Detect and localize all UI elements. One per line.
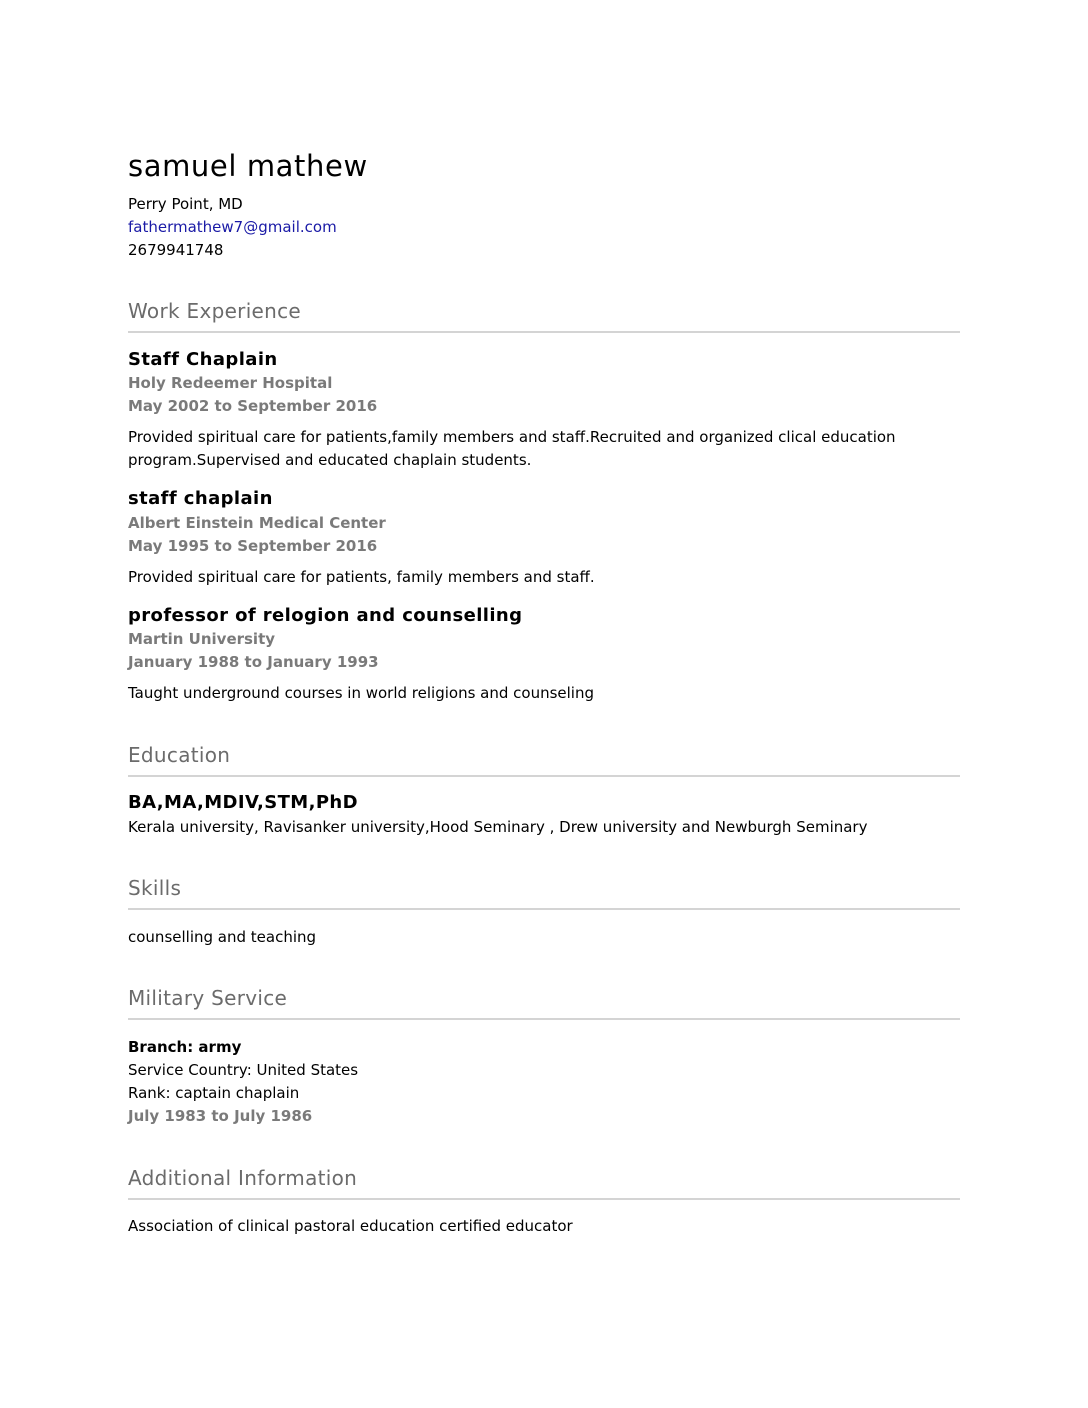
section-divider: [128, 1198, 960, 1200]
job-employer: Albert Einstein Medical Center: [128, 514, 386, 532]
military-rank: Rank: captain chaplain: [128, 1084, 300, 1102]
candidate-name: samuel mathew: [128, 149, 368, 183]
location: Perry Point, MD: [128, 195, 243, 213]
work-experience-heading: Work Experience: [128, 299, 302, 323]
additional-information-text: Association of clinical pastoral education certified educator: [128, 1217, 573, 1235]
email-link[interactable]: fathermathew7@gmail.com: [128, 218, 337, 236]
section-divider: [128, 331, 960, 333]
job-employer: Martin University: [128, 630, 276, 648]
job-description: Taught underground courses in world religions and counseling: [128, 684, 594, 702]
section-divider: [128, 775, 960, 777]
job-employer: Holy Redeemer Hospital: [128, 374, 333, 392]
job-title: staff chaplain: [128, 488, 273, 509]
job-description: Provided spiritual care for patients,family members and staff.Recruited and organized clical education program.Supervised and educated chaplain students.: [128, 428, 896, 469]
job-description: Provided spiritual care for patients, family members and staff.: [128, 568, 595, 586]
military-service-heading: Military Service: [128, 986, 288, 1010]
degree: BA,MA,MDIV,STM,PhD: [128, 792, 358, 813]
military-dates: July 1983 to July 1986: [128, 1107, 313, 1125]
phone-number: 2679941748: [128, 241, 224, 259]
job-dates: May 1995 to September 2016: [128, 537, 378, 555]
skills-heading: Skills: [128, 876, 182, 900]
job-title: professor of relogion and counselling: [128, 605, 523, 626]
additional-information-heading: Additional Information: [128, 1166, 358, 1190]
education-heading: Education: [128, 743, 231, 767]
job-title: Staff Chaplain: [128, 349, 278, 370]
skills-text: counselling and teaching: [128, 928, 317, 946]
job-dates: May 2002 to September 2016: [128, 397, 378, 415]
military-country: Service Country: United States: [128, 1061, 359, 1079]
section-divider: [128, 908, 960, 910]
job-dates: January 1988 to January 1993: [128, 653, 379, 671]
schools: Kerala university, Ravisanker university,Hood Seminary , Drew university and Newburgh Seminary: [128, 818, 868, 836]
section-divider: [128, 1018, 960, 1020]
military-branch: Branch: army: [128, 1038, 242, 1056]
